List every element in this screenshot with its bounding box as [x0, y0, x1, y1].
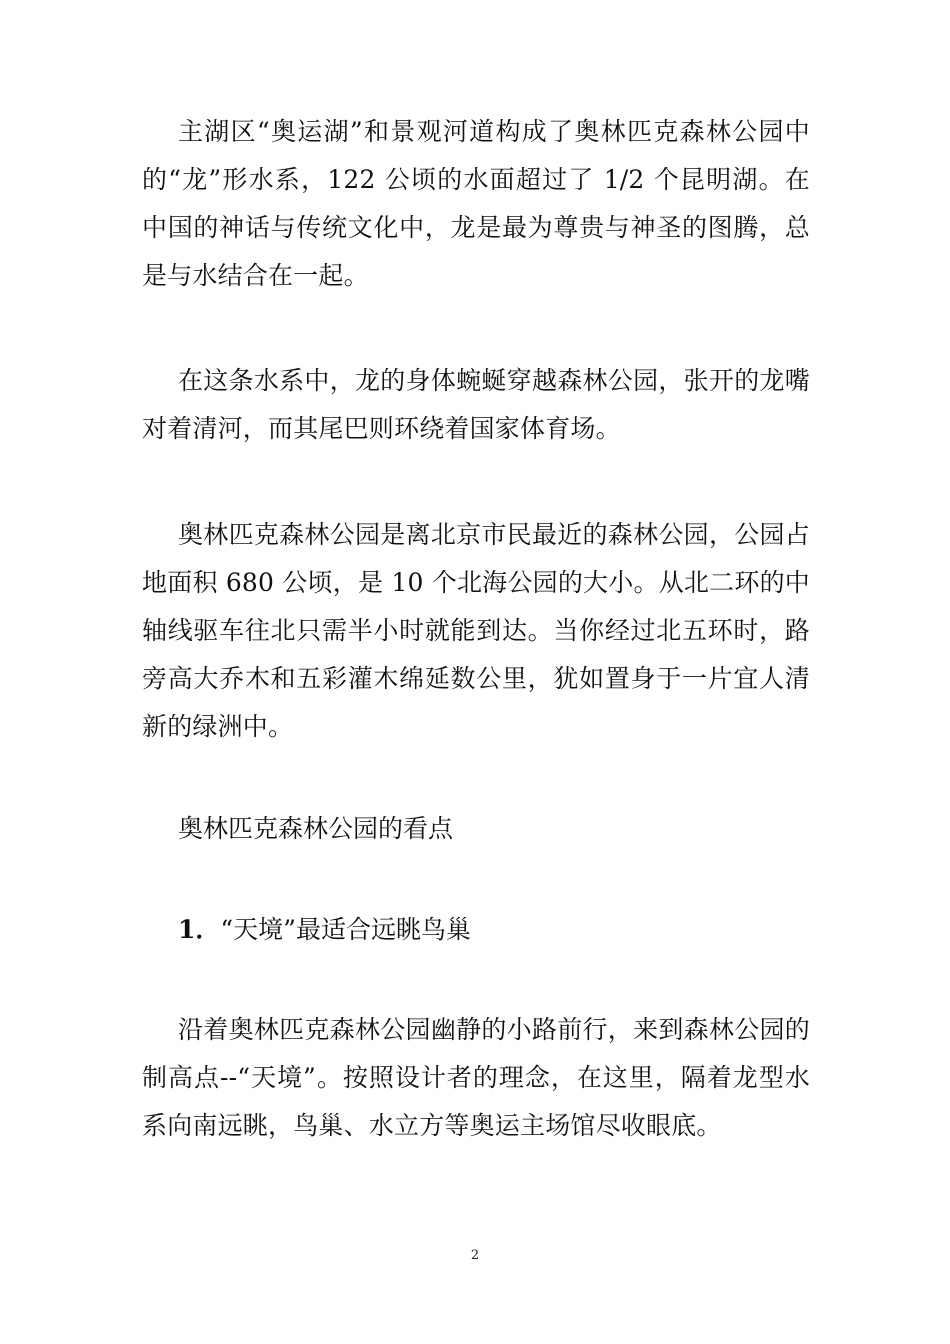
section-heading: 奥林匹克森林公园的看点	[178, 814, 454, 843]
paragraph-dragon-body: 在这条水系中，龙的身体蜿蜒穿越森林公园，张开的龙嘴对着清河，而其尾巴则环绕着国家体育场。	[142, 366, 810, 443]
page-number: 2	[470, 1248, 480, 1263]
subheading-number: 1．	[178, 915, 221, 944]
subheading-text: “天境”最适合远眺鸟巢	[220, 915, 471, 944]
paragraph-tianjing-view: 沿着奥林匹克森林公园幽静的小路前行，来到森林公园的制高点--“天境”。按照设计者的理念，在这里，隔着龙型水系向南远眺，鸟巢、水立方等奥运主场馆尽收眼底。	[142, 1015, 810, 1140]
paragraph-park-location: 奥林匹克森林公园是离北京市民最近的森林公园，公园占地面积 680 公顷，是 10 个北海公园的大小。从北二环的中轴线驱车往北只需半小时就能到达。当你经过北五环时，路旁高大乔木和五彩灌木绵延数公里，犹如置身于一片宜人清新的绿洲中。	[142, 520, 810, 741]
paragraph-dragon-water-system: 主湖区“奥运湖”和景观河道构成了奥林匹克森林公园中的“龙”形水系，122 公顷的水面超过了 1/2 个昆明湖。在中国的神话与传统文化中，龙是最为尊贵与神圣的图腾，总是与水结合在一起。	[142, 117, 810, 290]
subheading-tianjing	[178, 906, 471, 954]
